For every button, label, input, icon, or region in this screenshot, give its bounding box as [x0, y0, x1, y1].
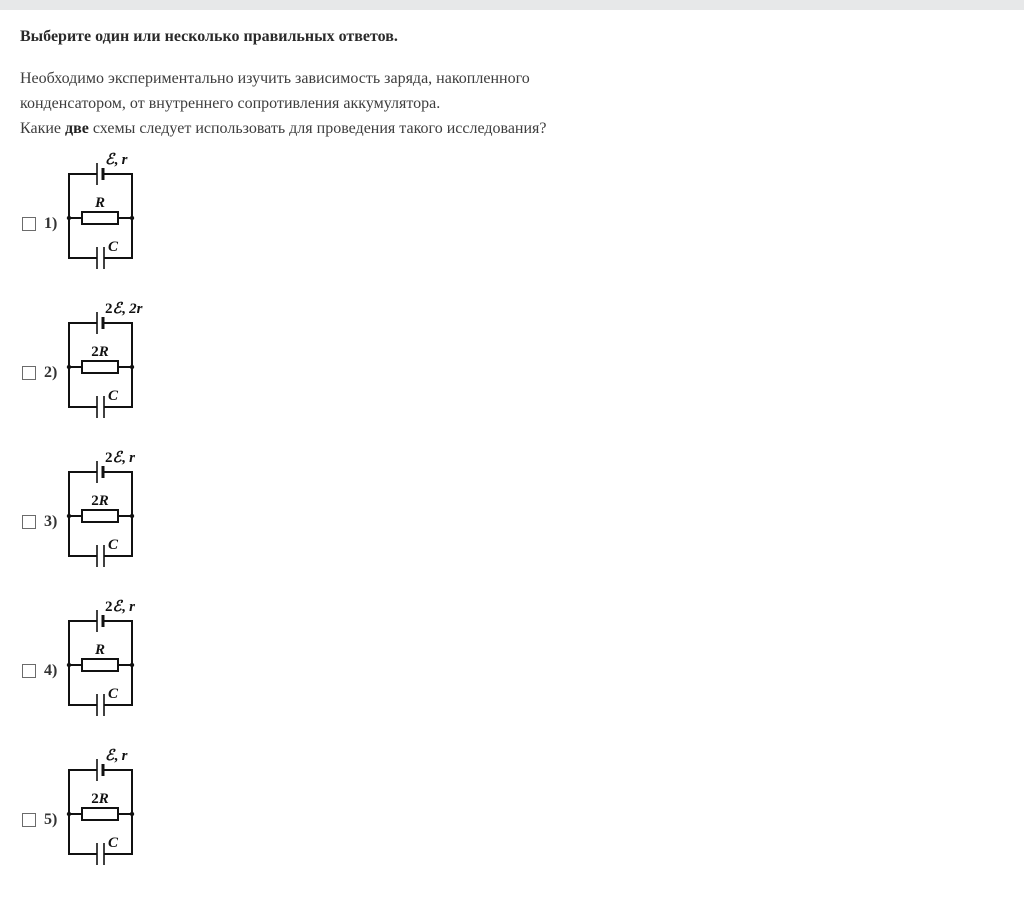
answer-option-3[interactable]: [22, 448, 172, 578]
question-line-2: конденсатором, от внутреннего сопротивления аккумулятора.: [20, 95, 441, 112]
answer-number: 3): [44, 513, 58, 530]
emf-separator: ,: [121, 450, 126, 466]
resistor-label: [94, 642, 105, 658]
answer-option-2[interactable]: [22, 299, 172, 429]
answer-number: 4): [44, 662, 58, 679]
emf-coefficient: 2: [105, 301, 113, 317]
resistor-coefficient: 2: [91, 791, 99, 807]
answer-option-4[interactable]: [22, 597, 172, 727]
resistor-symbol-label: R: [98, 344, 109, 360]
resistor-symbol-label: R: [94, 642, 106, 658]
resistor-symbol-label: R: [98, 791, 109, 807]
internal-resistance: r: [117, 748, 128, 764]
circuit-diagram: [62, 597, 172, 727]
emf-coefficient: 2: [105, 450, 113, 466]
emf-label: [105, 748, 128, 764]
resistor-label: [91, 493, 109, 509]
resistor-symbol-label: R: [98, 493, 109, 509]
internal-resistance: r: [125, 599, 135, 615]
capacitor-label: C: [108, 239, 119, 255]
emf-separator: ,: [114, 748, 118, 764]
answer-checkbox[interactable]: [22, 217, 36, 231]
capacitor-label: C: [108, 835, 119, 851]
answer-option-5[interactable]: [22, 746, 172, 876]
answer-number: 2): [44, 364, 58, 381]
emf-symbol: ℰ: [112, 301, 122, 317]
emf-symbol: ℰ: [105, 748, 115, 764]
emf-coefficient: 2: [105, 599, 113, 615]
emf-label: [105, 450, 135, 466]
emf-label: [105, 152, 128, 168]
circuit-diagram: [62, 746, 172, 876]
emf-symbol: ℰ: [112, 450, 122, 466]
resistor-symbol: [82, 808, 118, 820]
circuit-diagram: [62, 150, 172, 280]
resistor-symbol: [82, 212, 118, 224]
resistor-symbol: [82, 361, 118, 373]
question-emphasis: две: [65, 120, 89, 137]
question-line-3-start: Какие: [20, 120, 65, 137]
question-line-1: Необходимо экспериментально изучить зависимость заряда, накопленного: [20, 70, 530, 87]
circuit-diagram: [62, 448, 172, 578]
answer-number: 1): [44, 215, 58, 232]
emf-separator: ,: [121, 599, 126, 615]
top-strip: [0, 0, 1024, 10]
emf-separator: ,: [114, 152, 118, 168]
answer-number: 5): [44, 811, 58, 828]
answer-option-1[interactable]: [22, 150, 172, 280]
instruction-text: Выберите один или несколько правильных ответов.: [20, 28, 398, 45]
resistor-symbol: [82, 659, 118, 671]
emf-separator: ,: [121, 301, 126, 317]
emf-label: [105, 301, 143, 317]
circuit-diagram: [62, 299, 172, 429]
question-text: [20, 66, 547, 141]
answer-checkbox[interactable]: [22, 664, 36, 678]
resistor-coefficient: 2: [91, 493, 99, 509]
internal-resistance: r: [125, 450, 135, 466]
resistor-label: [91, 344, 109, 360]
answer-checkbox[interactable]: [22, 366, 36, 380]
question-line-3-end: схемы следует использовать для проведения такого исследования?: [88, 120, 547, 137]
resistor-coefficient: 2: [91, 344, 99, 360]
resistor-label: [91, 791, 109, 807]
answer-checkbox[interactable]: [22, 515, 36, 529]
emf-label: [105, 599, 135, 615]
capacitor-label: C: [108, 388, 119, 404]
resistor-label: [94, 195, 105, 211]
capacitor-label: C: [108, 537, 119, 553]
capacitor-label: C: [108, 686, 119, 702]
resistor-symbol-label: R: [94, 195, 106, 211]
question-line-3: [20, 116, 547, 141]
answer-checkbox[interactable]: [22, 813, 36, 827]
internal-resistance: r: [117, 152, 128, 168]
emf-symbol: ℰ: [105, 152, 115, 168]
internal-resistance: 2r: [125, 301, 143, 317]
resistor-symbol: [82, 510, 118, 522]
emf-symbol: ℰ: [112, 599, 122, 615]
